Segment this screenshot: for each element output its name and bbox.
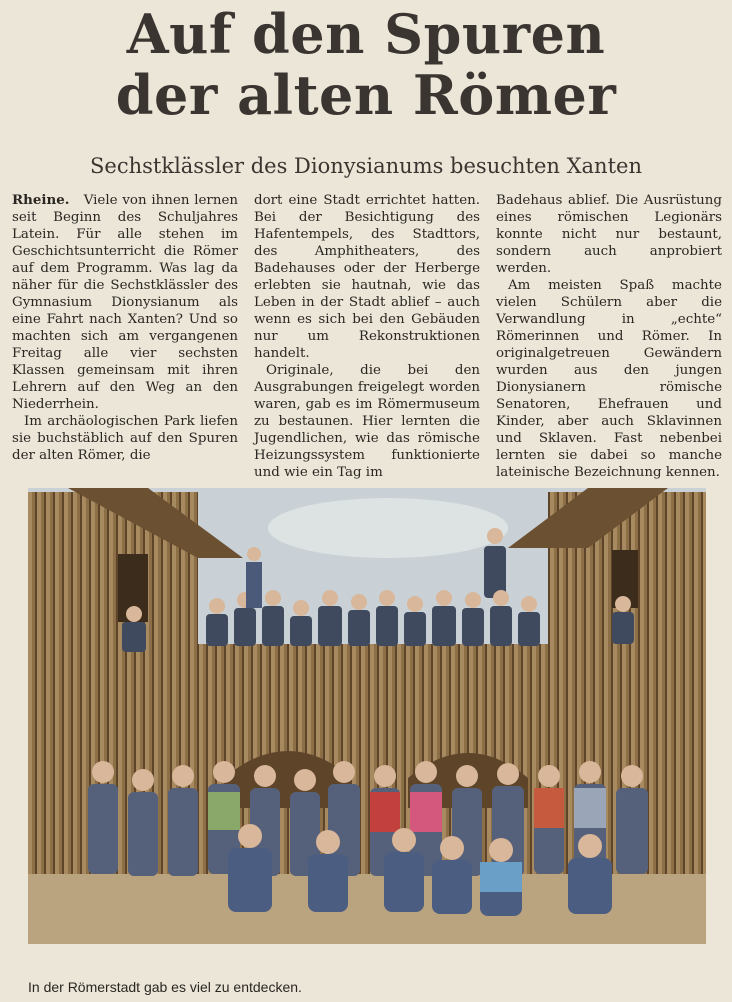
headline xyxy=(0,4,732,126)
photo-caption: In der Römerstadt gab es viel zu entdecken. xyxy=(28,979,302,995)
article-column-2 xyxy=(254,192,480,481)
dateline: Rheine. xyxy=(12,192,70,208)
paragraph: Am meisten Spaß machte vielen Schülern aber die Verwandlung in „echte“ Römerinnen und Römer. In originalgetreuen Gewändern wurden aus den jungen Dionysianern römische Senatoren, Ehefrauen und Kinder, aber auch Sklavinnen und Sklaven. Fast nebenbei lernten sie dabei so manche lateinische Bezeichnung kennen. xyxy=(496,278,722,480)
group-photo xyxy=(28,488,706,944)
paragraph: Rheine. Viele von ihnen lernen seit Beginn des Schuljahres Latein. Für alle stehen im Geschichtsunterricht die Römer auf dem Programm. Was lag da näher für die Sechstklässler des Gymnasium Dionysianum als eine Fahrt nach Xanten? Und so machten sich am vergangenen Freitag alle vier sechsten Klassen gemeinsam mit ihren Lehrern auf den Weg an den Niederrhein. xyxy=(12,192,238,412)
paragraph: dort eine Stadt errichtet hatten. Bei der Besichtigung des Hafentempels, des Stadttors, des Amphitheaters, des Badehauses oder der Herberge erlebten sie hautnah, wie das Leben in der Stadt ablief – auch wenn es sich bei den Gebäuden nur um Rekonstruktionen handelt. xyxy=(254,193,480,361)
paragraph: Badehaus ablief. Die Ausrüstung eines römischen Legionärs konnte nicht nur bestaunt, sondern auch anprobiert werden. xyxy=(496,193,722,276)
article-column-3 xyxy=(496,192,722,481)
headline-line-2: der alten Römer xyxy=(115,63,617,127)
article-column-1 xyxy=(12,192,238,464)
subtitle: Sechstklässler des Dionysianums besuchten Xanten xyxy=(90,154,642,178)
paragraph: Originale, die bei den Ausgrabungen freigelegt worden waren, gab es im Römermuseum zu bestaunen. Hier lernten die Jugendlichen, wie das römische Heizungssystem funktionierte und wie ein Tag im xyxy=(254,363,480,480)
headline-line-1: Auf den Spuren xyxy=(126,2,606,66)
photo-illustration xyxy=(28,488,706,944)
paragraph: Im archäologischen Park liefen sie buchstäblich auf den Spuren der alten Römer, die xyxy=(12,414,238,463)
